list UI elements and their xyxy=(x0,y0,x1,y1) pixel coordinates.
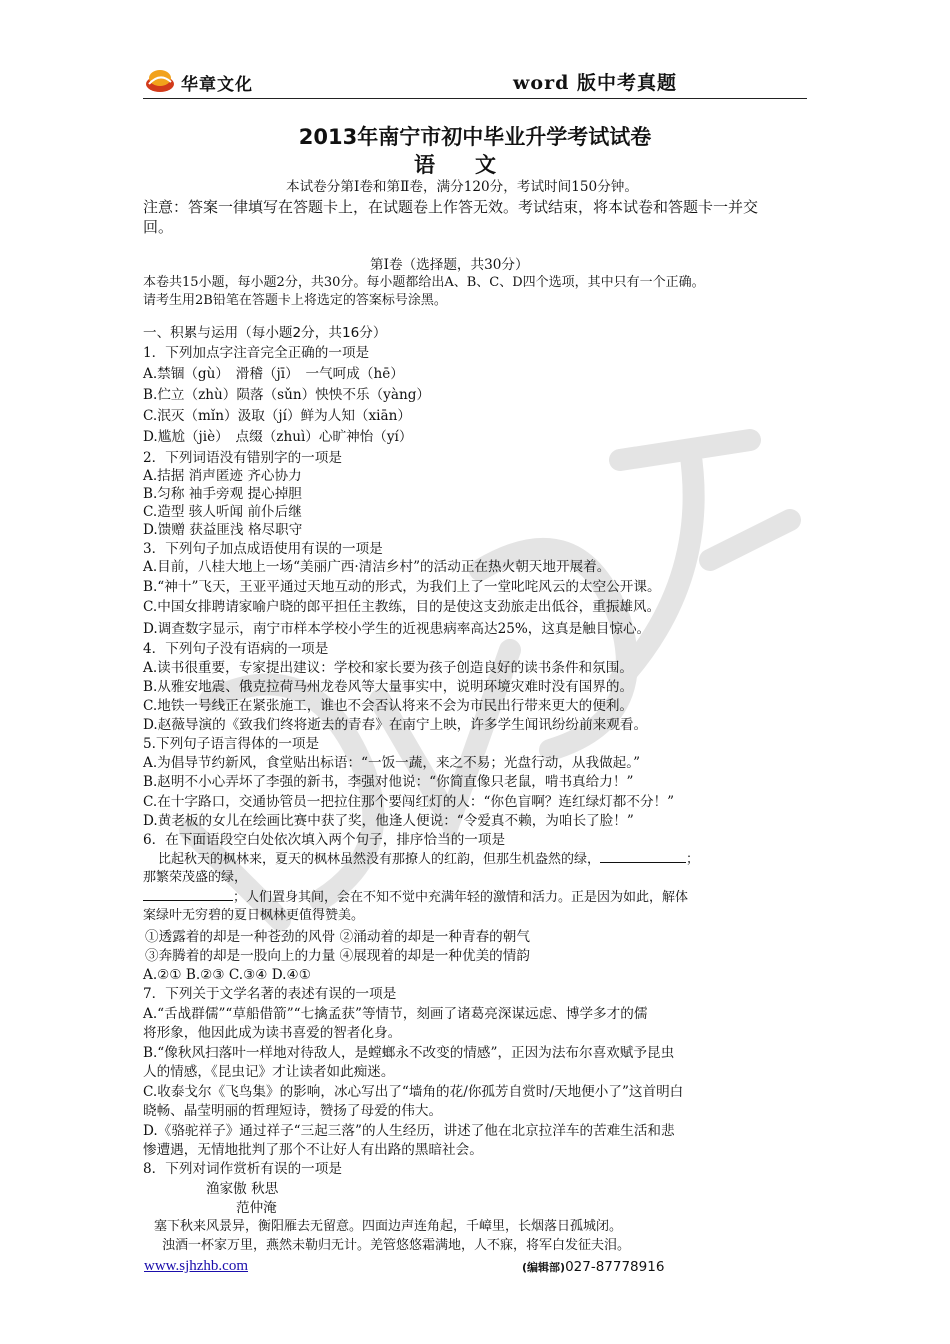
q6-passage-line: 比起秋天的枫林来，夏天的枫林虽然没有那撩人的红韵，但那生机盎然的绿， ； xyxy=(158,852,700,867)
question-line: C.收泰戈尔《飞鸟集》的影响，冰心写出了“墙角的花/你孤芳自赏时/天地便小了”这首明白 xyxy=(143,1084,684,1100)
poem-title: 渔家傲 秋思 xyxy=(206,1181,279,1197)
header-right-title: word 版中考真题 xyxy=(513,72,677,94)
q6-passage-line: 那繁荣茂盛的绿， xyxy=(143,870,248,885)
question-line: 晓畅、晶莹明丽的哲理短诗，赞扬了母爱的伟大。 xyxy=(143,1103,443,1119)
question-line: 3．下列句子加点成语使用有误的一项是 xyxy=(143,541,383,557)
poem-line-2: 浊酒一杯家万里，燕然未勒归无计。羌管悠悠霜满地，人不寐，将军白发征夫泪。 xyxy=(162,1238,631,1253)
question-line: B.匀称 袖手旁观 提心掉胆 xyxy=(143,486,302,502)
question-line: B.“神十”飞天，王亚平通过天地互动的形式，为我们上了一堂叱咤风云的太空公开课。 xyxy=(143,579,661,595)
question-line: A.禁锢（gù） 滑稽（jī） 一气呵成（hē） xyxy=(143,366,404,382)
footer-website-link[interactable]: www.sjhzhb.com xyxy=(144,1258,249,1274)
question-line: D.赵薇导演的《致我们终将逝去的青春》在南宁上映，许多学生闻讯纷纷前来观看。 xyxy=(143,717,648,733)
part1-heading: 第Ⅰ卷（选择题，共30分） xyxy=(370,257,529,273)
question-line: D.尴尬（jiè） 点缀（zhuì）心旷神怡（yí） xyxy=(143,429,413,445)
question-line: 惨遭遇，无情地批判了那个不让好人有出路的黑暗社会。 xyxy=(143,1142,483,1158)
question-line: B.赵明不小心弄坏了李强的新书，李强对他说：“你简直像只老鼠，啃书真给力！” xyxy=(143,774,634,790)
question-line: D.馈赠 获益匪浅 格尽职守 xyxy=(143,522,303,538)
part1-instructions-2: 请考生用2B铅笔在答题卡上将选定的答案标号涂黑。 xyxy=(143,293,447,308)
question-line: ③奔腾着的却是一股向上的力量 ④展现着的却是一种优美的情韵 xyxy=(145,948,530,964)
page-header xyxy=(143,66,807,99)
question-line: 1．下列加点字注音完全正确的一项是 xyxy=(143,345,370,361)
q6-passage-line: 案绿叶无穷碧的夏日枫林更值得赞美。 xyxy=(143,908,365,923)
question-line: B.伫立（zhù）陨落（sǔn）怏怏不乐（yàng） xyxy=(143,387,431,403)
question-line: A.②① B.②③ C.③④ D.④① xyxy=(143,967,311,983)
question-line: 6．在下面语段空白处依次填入两个句子，排序恰当的一项是 xyxy=(143,832,506,848)
question-line: 4．下列句子没有语病的一项是 xyxy=(143,641,329,657)
blank-line xyxy=(600,850,686,863)
brand-name: 华章文化 xyxy=(181,75,253,95)
question-line: A.拮据 消声匿迹 齐心协力 xyxy=(143,468,302,484)
footer-phone: 027-87778916 xyxy=(565,1259,665,1275)
question-line: C.泯灭（mǐn）汲取（jí）鲜为人知（xiān） xyxy=(143,408,411,424)
notice-line-1: 注意：答案一律填写在答题卡上，在试题卷上作答无效。考试结束，将本试卷和答题卡一并交 xyxy=(143,198,759,216)
q6-passage-line: ；人们置身其间，会在不知不觉中充满年轻的激情和活力。正是因为如此，解体 xyxy=(143,888,688,907)
question-line: 将形象，他因此成为读书喜爱的智者化身。 xyxy=(143,1025,402,1041)
section1-heading: 一、积累与运用（每小题2分，共16分） xyxy=(143,325,387,341)
blank-line xyxy=(143,888,233,901)
question-line: 7．下列关于文学名著的表述有误的一项是 xyxy=(143,986,397,1002)
question-line: C.造型 骇人听闻 前仆后继 xyxy=(143,504,302,520)
question-line: 人的情感，《昆虫记》才让读者如此痴迷。 xyxy=(143,1064,395,1080)
question-line: 2．下列词语没有错别字的一项是 xyxy=(143,450,342,466)
question-line: B.“像秋风扫落叶一样地对待敌人，是螳螂永不改变的情感”，正因为法布尔喜欢赋予昆虫 xyxy=(143,1045,675,1061)
question-line: D.调查数字显示，南宁市样本学校小学生的近视患病率高达25%，这真是触目惊心。 xyxy=(143,621,651,637)
poem-author: 范仲淹 xyxy=(236,1200,277,1216)
notice-line-2: 回。 xyxy=(143,218,174,236)
question-line: C.地铁一号线正在紧张施工，谁也不会否认将来不会为市民出行带来更大的便利。 xyxy=(143,698,634,714)
question-line: 5.下列句子语言得体的一项是 xyxy=(143,736,320,752)
exam-title: 2013年南宁市初中毕业升学考试试卷 xyxy=(298,125,652,149)
question-line: D.黄老板的女儿在绘画比赛中获了奖，他逢人便说：“令爱真不赖，为咱长了脸！” xyxy=(143,813,634,829)
question-line: C.中国女排聘请家喻户晓的郎平担任主教练，目的是使这支劲旅走出低谷，重振雄风。 xyxy=(143,599,661,615)
question-line: A.目前，八桂大地上一场“美丽广西·清洁乡村”的活动正在热火朝天地开展着。 xyxy=(143,559,611,575)
exam-intro: 本试卷分第Ⅰ卷和第Ⅱ卷，满分120分，考试时间150分钟。 xyxy=(286,179,638,195)
footer-contact xyxy=(522,1259,664,1275)
question-line: C.在十字路口，交通协管员一把拉住那个要闯红灯的人：“你色盲啊？连红绿灯都不分！” xyxy=(143,794,675,810)
question-line: ①透露着的却是一种苍劲的风骨 ②涌动着的却是一种青春的朝气 xyxy=(145,929,530,945)
brand-logo-icon xyxy=(143,66,177,94)
subject-title: 语文 xyxy=(414,152,536,177)
question-line: A.读书很重要，专家提出建议：学校和家长要为孩子创造良好的读书条件和氛围。 xyxy=(143,660,633,676)
question-line: B.从雅安地震、俄克拉荷马州龙卷风等大量事实中，说明环境灾难时没有国界的。 xyxy=(143,679,634,695)
footer-dept: (编辑部) xyxy=(522,1261,566,1274)
question-line: D.《骆驼祥子》通过祥子“三起三落”的人生经历，讲述了他在北京拉洋车的苦难生活和悲 xyxy=(143,1123,675,1139)
part1-instructions-1: 本卷共15小题，每小题2分，共30分。每小题都给出A、B、C、D四个选项，其中只有一个正确。 xyxy=(143,275,705,290)
question-line: 8．下列对词作赏析有误的一项是 xyxy=(143,1161,342,1177)
poem-line-1: 塞下秋来风景异，衡阳雁去无留意。四面边声连角起，千嶂里，长烟落日孤城闭。 xyxy=(154,1219,623,1234)
question-line: A.“舌战群儒”“草船借箭”“七擒孟获”等情节，刻画了诸葛亮深谋远虑、博学多才的儒 xyxy=(143,1006,648,1022)
question-line: A.为倡导节约新风，食堂贴出标语：“一饭一蔬，来之不易；光盘行动，从我做起。” xyxy=(143,755,641,771)
